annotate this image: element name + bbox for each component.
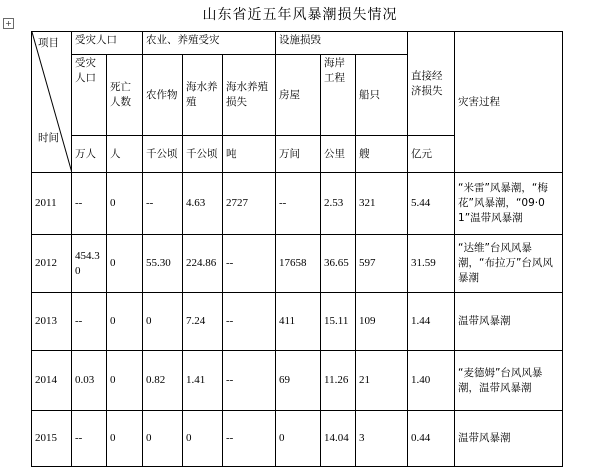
corner-cell <box>32 32 72 173</box>
cell-boats: 321 <box>356 173 408 235</box>
cell-marine-loss: -- <box>223 235 276 293</box>
unit-crops: 千公顷 <box>143 136 183 173</box>
table-row <box>32 411 563 467</box>
cell-boats: 21 <box>356 351 408 411</box>
unit-marine: 千公顷 <box>183 136 223 173</box>
cell-marine-loss: -- <box>223 351 276 411</box>
cell-marine-loss: 2727 <box>223 173 276 235</box>
table-row <box>32 235 563 293</box>
header-boats: 船只 <box>356 55 408 136</box>
cell-process: 温带风暴潮 <box>455 293 563 351</box>
header-affected: 受灾人口 <box>72 55 107 136</box>
page-title: 山东省近五年风暴潮损失情况 <box>202 7 398 23</box>
table-row <box>32 351 563 411</box>
corner-item-label: 项目 <box>38 37 59 49</box>
cell-crops: 0 <box>143 293 183 351</box>
header-process: 灾害过程 <box>455 32 563 173</box>
cell-year: 2015 <box>32 411 72 467</box>
cell-marine: 7.24 <box>183 293 223 351</box>
cell-crops: 0 <box>143 411 183 467</box>
cell-coast: 11.26 <box>321 351 356 411</box>
cell-loss: 31.59 <box>408 235 455 293</box>
cell-boats: 597 <box>356 235 408 293</box>
cell-marine: 224.86 <box>183 235 223 293</box>
cell-crops: -- <box>143 173 183 235</box>
cell-affected: -- <box>72 411 107 467</box>
cell-affected: 454.30 <box>72 235 107 293</box>
cell-marine: 0 <box>183 411 223 467</box>
cell-year: 2013 <box>32 293 72 351</box>
cell-deaths: 0 <box>107 235 143 293</box>
cell-deaths: 0 <box>107 293 143 351</box>
table-row <box>32 293 563 351</box>
table-move-handle-icon[interactable]: + <box>3 18 14 29</box>
cell-loss: 1.40 <box>408 351 455 411</box>
corner-time-label: 时间 <box>38 132 59 144</box>
cell-affected: -- <box>72 293 107 351</box>
unit-loss: 亿元 <box>408 136 455 173</box>
cell-process: “麦德姆”台风风暴潮，温带风暴潮 <box>455 351 563 411</box>
header-crops: 农作物 <box>143 55 183 136</box>
header-direct-loss: 直接经济损失 <box>408 32 455 136</box>
cell-coast: 36.65 <box>321 235 356 293</box>
cell-year: 2014 <box>32 351 72 411</box>
cell-boats: 3 <box>356 411 408 467</box>
header-row-groups <box>32 32 563 55</box>
cell-houses: -- <box>276 173 321 235</box>
cell-marine: 4.63 <box>183 173 223 235</box>
unit-coast: 公里 <box>321 136 356 173</box>
cell-houses: 411 <box>276 293 321 351</box>
unit-boats: 艘 <box>356 136 408 173</box>
cell-coast: 15.11 <box>321 293 356 351</box>
header-coast: 海岸工程 <box>321 55 356 136</box>
cell-deaths: 0 <box>107 411 143 467</box>
cell-marine: 1.41 <box>183 351 223 411</box>
cell-process: 温带风暴潮 <box>455 411 563 467</box>
cell-loss: 0.44 <box>408 411 455 467</box>
header-deaths: 死亡人数 <box>107 55 143 136</box>
cell-year: 2012 <box>32 235 72 293</box>
cell-coast: 2.53 <box>321 173 356 235</box>
cell-crops: 0.82 <box>143 351 183 411</box>
cell-houses: 0 <box>276 411 321 467</box>
cell-houses: 17658 <box>276 235 321 293</box>
unit-deaths: 人 <box>107 136 143 173</box>
cell-affected: -- <box>72 173 107 235</box>
unit-marine-loss: 吨 <box>223 136 276 173</box>
cell-houses: 69 <box>276 351 321 411</box>
cell-loss: 1.44 <box>408 293 455 351</box>
group-people: 受灾人口 <box>72 32 143 55</box>
cell-process: “达维”台风风暴潮，“布拉万”台风风暴潮 <box>455 235 563 293</box>
header-marine: 海水养殖 <box>183 55 223 136</box>
unit-affected: 万人 <box>72 136 107 173</box>
cell-year: 2011 <box>32 173 72 235</box>
header-houses: 房屋 <box>276 55 321 136</box>
cell-coast: 14.04 <box>321 411 356 467</box>
cell-marine-loss: -- <box>223 411 276 467</box>
cell-boats: 109 <box>356 293 408 351</box>
cell-deaths: 0 <box>107 173 143 235</box>
group-facility: 设施损毁 <box>276 32 408 55</box>
cell-marine-loss: -- <box>223 293 276 351</box>
cell-loss: 5.44 <box>408 173 455 235</box>
cell-affected: 0.03 <box>72 351 107 411</box>
cell-crops: 55.30 <box>143 235 183 293</box>
header-marine-loss: 海水养殖损失 <box>223 55 276 136</box>
group-agri: 农业、养殖受灾 <box>143 32 276 55</box>
cell-process: “米雷”风暴潮，“梅花”风暴潮，“09·01”温带风暴潮 <box>455 173 563 235</box>
storm-surge-loss-table <box>31 31 563 467</box>
diagonal-line <box>32 32 72 173</box>
table-row <box>32 173 563 235</box>
cell-deaths: 0 <box>107 351 143 411</box>
unit-houses: 万间 <box>276 136 321 173</box>
